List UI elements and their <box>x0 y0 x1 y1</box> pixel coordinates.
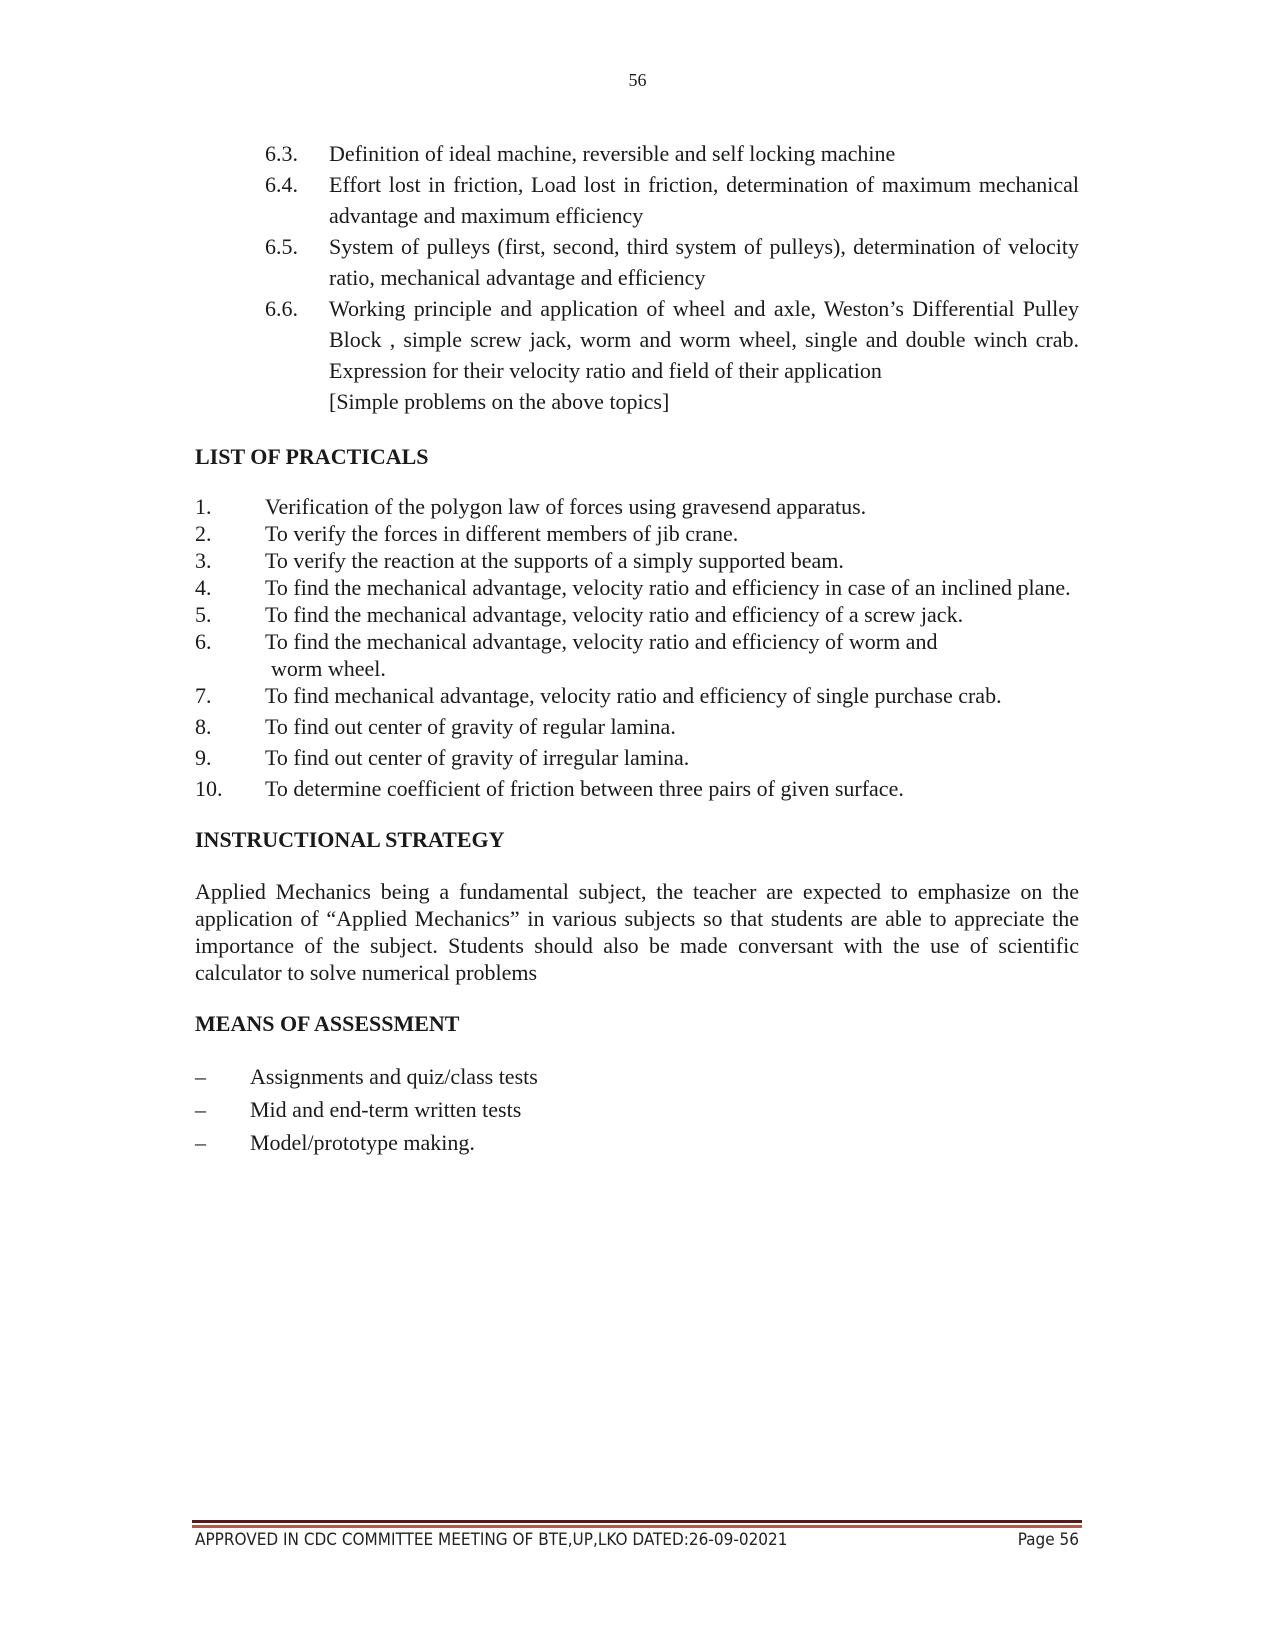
practical-number: 4. <box>195 575 212 600</box>
practical-text: To find the mechanical advantage, velocity ratio and efficiency of a screw jack. <box>265 602 964 627</box>
assessment-item <box>195 1062 1079 1091</box>
practical-text: To find mechanical advantage, velocity ratio and efficiency of single purchase crab. <box>265 683 1002 708</box>
topic-text: Effort lost in friction, Load lost in friction, determination of maximum mechanical advantage and maximum efficiency <box>329 172 1079 228</box>
assessment-text: Mid and end-term written tests <box>250 1097 522 1122</box>
practical-text: To determine coefficient of friction between three pairs of given surface. <box>265 776 904 801</box>
page-content <box>195 138 1079 1161</box>
practical-item <box>195 682 1079 709</box>
practical-item <box>195 601 1079 628</box>
practical-number: 7. <box>195 683 212 708</box>
practicals-list <box>195 493 1079 802</box>
strategy-paragraph: Applied Mechanics being a fundamental subject, the teacher are expected to emphasize on the application of “Applied Mechanics” in various subjects so that students are able to appreciate the importance of the subject. Students should also be made conversant with the use of scientific calculator to solve numerical problems <box>195 879 1079 985</box>
practical-number: 5. <box>195 602 212 627</box>
practical-number: 1. <box>195 494 212 519</box>
topic-text: Working principle and application of wheel and axle, Weston’s Differential Pulley Block , simple screw jack, worm and worm wheel, single and double winch crab. Expression for their velocity ratio and field of their application <box>329 296 1079 383</box>
practical-text: To find out center of gravity of irregular lamina. <box>265 745 690 770</box>
practical-number: 6. <box>195 629 212 654</box>
practical-item <box>195 775 1079 802</box>
practical-text: Verification of the polygon law of forces using gravesend apparatus. <box>265 494 867 519</box>
dash-bullet: – <box>195 1130 206 1155</box>
practical-item <box>195 574 1079 601</box>
topic-number: 6.6. <box>265 296 298 321</box>
assessment-heading: MEANS OF ASSESSMENT <box>195 1011 460 1036</box>
practical-number: 10. <box>195 776 223 801</box>
practical-item <box>195 493 1079 520</box>
practical-number: 8. <box>195 714 212 739</box>
practical-text: To verify the forces in different members of jib crane. <box>265 521 739 546</box>
practical-text-block <box>265 628 1079 682</box>
topic-item <box>265 138 1079 169</box>
footer-divider <box>192 1520 1082 1528</box>
footer-page-label: Page 56 <box>1017 1530 1079 1550</box>
topic-list <box>265 138 1079 417</box>
assessment-text: Model/prototype making. <box>250 1130 475 1155</box>
topic-number: 6.3. <box>265 141 298 166</box>
practical-number: 9. <box>195 745 212 770</box>
practical-item <box>195 628 1079 682</box>
topic-item <box>265 169 1079 231</box>
practical-number: 3. <box>195 548 212 573</box>
topic-text-block <box>329 293 1079 417</box>
assessment-item <box>195 1095 1079 1124</box>
topic-text: System of pulleys (first, second, third system of pulleys), determination of velocity ratio, mechanical advantage and efficiency <box>329 234 1079 290</box>
dash-bullet: – <box>195 1064 206 1089</box>
assessment-list <box>195 1062 1079 1157</box>
practical-text: To find the mechanical advantage, velocity ratio and efficiency in case of an inclined plane. <box>265 575 1071 600</box>
footer-approval-text: APPROVED IN CDC COMMITTEE MEETING OF BTE,UP,LKO DATED:26-09-02021 <box>195 1530 788 1550</box>
dash-bullet: – <box>195 1097 206 1122</box>
assessment-text: Assignments and quiz/class tests <box>250 1064 538 1089</box>
practicals-heading: LIST OF PRACTICALS <box>195 444 429 469</box>
practical-text: To verify the reaction at the supports of a simply supported beam. <box>265 548 844 573</box>
page-number: 56 <box>628 70 647 90</box>
practical-number: 2. <box>195 521 212 546</box>
topic-number: 6.4. <box>265 172 298 197</box>
topic-text: Definition of ideal machine, reversible and self locking machine <box>329 141 896 166</box>
practical-text: To find out center of gravity of regular lamina. <box>265 714 676 739</box>
strategy-heading: INSTRUCTIONAL STRATEGY <box>195 827 505 852</box>
topic-item <box>265 231 1079 293</box>
practical-text-continued: worm wheel. <box>271 656 386 681</box>
assessment-item <box>195 1128 1079 1157</box>
practical-text: To find the mechanical advantage, velocity ratio and efficiency of worm and <box>265 629 938 654</box>
page-footer <box>195 1530 1079 1550</box>
practical-item <box>195 547 1079 574</box>
topic-item <box>265 293 1079 417</box>
practical-item <box>195 713 1079 740</box>
practical-item <box>195 520 1079 547</box>
topic-note: [Simple problems on the above topics] <box>329 389 670 414</box>
practical-item <box>195 744 1079 771</box>
topic-number: 6.5. <box>265 234 298 259</box>
